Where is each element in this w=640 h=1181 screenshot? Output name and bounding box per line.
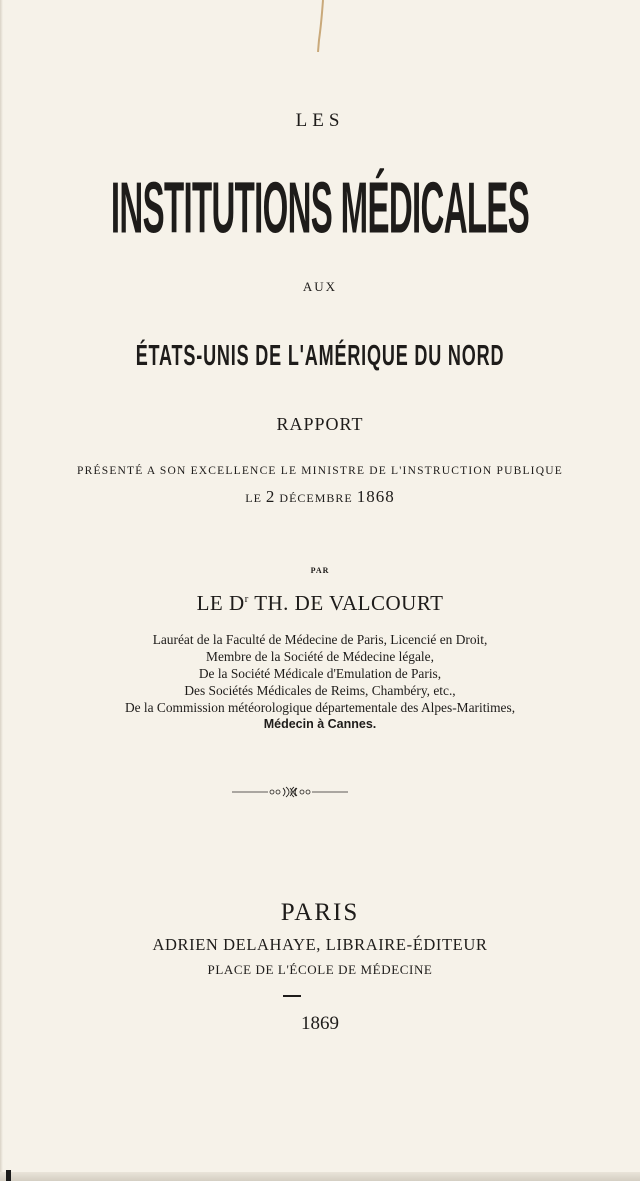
presented-line: PRÉSENTÉ A SON EXCELLENCE LE MINISTRE DE L'INSTRUCTION PUBLIQUE [77, 465, 563, 477]
par-label: PAR [310, 566, 330, 575]
date-month: DÉCEMBRE [279, 491, 353, 505]
date-prefix: LE [245, 491, 262, 505]
credential-line: De la Société Médicale d'Emulation de Paris, [198, 666, 442, 681]
report-heading: RAPPORT [276, 414, 364, 434]
publisher: ADRIEN DELAHAYE, LIBRAIRE-ÉDITEUR [152, 935, 488, 954]
date-day: 2 [265, 487, 276, 506]
author-name [0, 591, 640, 616]
credential-line-location: Médecin à Cannes. [263, 717, 377, 731]
bottom-corner-mark [6, 1170, 11, 1181]
credential-line: De la Commission météorologique départementale des Alpes-Maritimes, [124, 700, 516, 715]
subtitle: ÉTATS-UNIS DE L'AMÉRIQUE DU NORD [135, 339, 505, 372]
credential-line: Des Sociétés Médicales de Reims, Chambéry, etc., [184, 683, 456, 698]
author-title-sup: r [244, 593, 249, 605]
main-title: INSTITUTIONS MÉDICALES [110, 167, 530, 249]
author-prefix: LE D [196, 591, 245, 615]
publisher-address: PLACE DE L'ÉCOLE DE MÉDECINE [207, 962, 433, 977]
credential-line: Lauréat de la Faculté de Médecine de Paris, Licencié en Droit, [152, 632, 488, 647]
report-date [0, 487, 640, 507]
imprint-city: PARIS [280, 899, 360, 926]
imprint-divider [283, 995, 301, 997]
author-rest: TH. DE VALCOURT [254, 591, 444, 615]
publication-year: 1869 [301, 1013, 339, 1034]
date-year: 1868 [356, 487, 395, 506]
title-aux: AUX [302, 279, 338, 294]
page-bottom-edge [0, 1172, 640, 1181]
ornament-divider [230, 785, 350, 799]
title-les: LES [295, 110, 345, 131]
credential-line: Membre de la Société de Médecine légale, [206, 649, 434, 664]
pencil-mark [315, 0, 327, 52]
